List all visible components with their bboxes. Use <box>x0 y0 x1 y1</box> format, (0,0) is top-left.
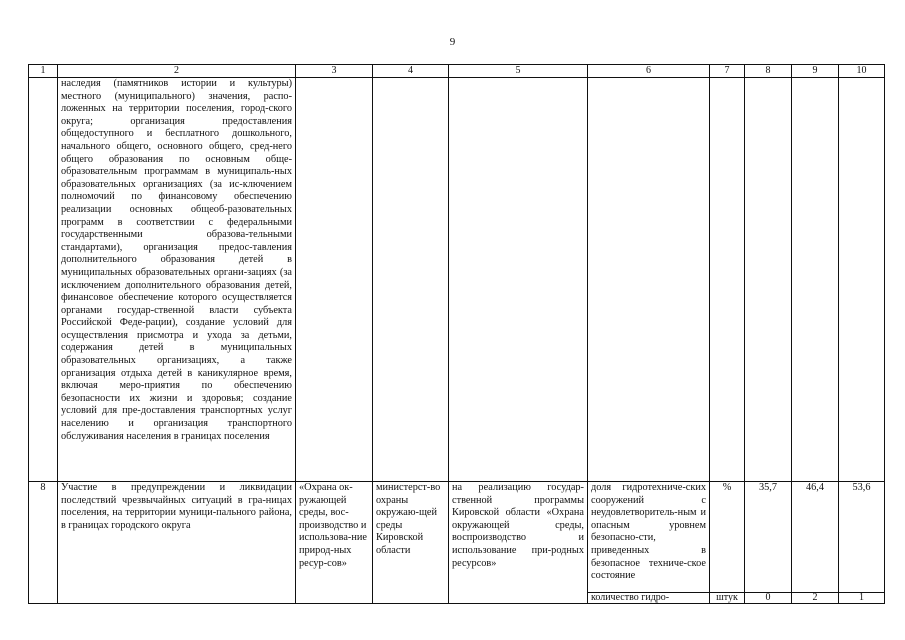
col-header-8: 8 <box>745 65 792 78</box>
powers-description-cell: Участие в предупреждении и ликвидации последствий чрезвычайных ситуаций в гра-ницах поселения, на территории муници-пального района, в границах городского округа <box>58 482 296 604</box>
col-header-6: 6 <box>588 65 710 78</box>
col-header-9: 9 <box>792 65 839 78</box>
col-header-3: 3 <box>296 65 373 78</box>
page-number: 9 <box>449 36 456 48</box>
indicator-value-col8: 0 <box>745 593 792 604</box>
row-number: 8 <box>29 482 58 604</box>
col-header-4: 4 <box>373 65 449 78</box>
column-number-row <box>29 65 885 78</box>
powers-description-text: наследия (памятников истории и культуры) местного (муниципального) значения, распо-ложенных на территории поселения, город-ского округа; организация предоставления общедоступного и бесплатного дошкольного, начального общего, основного общего, сред-него общего образования по основным обще-образовательным программам в муниципаль-ных образовательных организациях (за ис-ключением полномочий по финансовому обеспечению реализации основных общеоб-разовательных программ в соответствии с федеральными государственными образова-тельными стандартами), организация предос-тавления дополнительного образования детей в муниципальных образовательных органи-зациях (за исключением дополнительного образования детей, финансовое обеспечение которого осуществляется органами государ-ственной власти субъекта Российской Феде-рации), создание условий для осуществления присмотра и ухода за детьми, содержания детей в муниципальных образовательных организациях, а также организация отдыха детей в каникулярное время, включая меро-приятия по обеспечению безопасности их жизни и здоровья; создание условий для пре-доставления транспортных услуг населению и организация транспортного обслуживания населения в границах поселения <box>61 78 292 442</box>
table-row <box>29 482 885 593</box>
table-row <box>29 78 885 482</box>
indicator-value-col9: 2 <box>792 593 839 604</box>
indicator-name-cell: количество гидро- <box>588 593 710 604</box>
indicator-unit-cell: штук <box>710 593 745 604</box>
powers-description-cell <box>58 78 296 482</box>
subsidy-purpose-cell: на реализацию государ-ственной программы Кировской области «Охрана окружающей среды, воспроизводство и использование при-родных ресурсов» <box>449 482 588 604</box>
col-header-7: 7 <box>710 65 745 78</box>
responsible-authority-cell: министерст-во охраны окружаю-щей среды Кировской области <box>373 482 449 604</box>
col-header-10: 10 <box>839 65 885 78</box>
program-name-cell: «Охрана ок-ружающей среды, вос-производство и использова-ние природ-ных ресур-сов» <box>296 482 373 604</box>
col-header-1: 1 <box>29 65 58 78</box>
col-header-5: 5 <box>449 65 588 78</box>
indicator-value-col9: 46,4 <box>792 482 839 593</box>
indicator-value-col10: 53,6 <box>839 482 885 593</box>
programs-table <box>28 64 885 604</box>
indicator-name-cell: доля гидротехниче-ских сооружений с неудовлетворитель-ным и опасным уровнем безопасно-сти, приведенных в безопасное техниче-ское состояние <box>588 482 710 593</box>
indicator-value-col8: 35,7 <box>745 482 792 593</box>
col-header-2: 2 <box>58 65 296 78</box>
indicator-value-col10: 1 <box>839 593 885 604</box>
indicator-unit-cell: % <box>710 482 745 593</box>
